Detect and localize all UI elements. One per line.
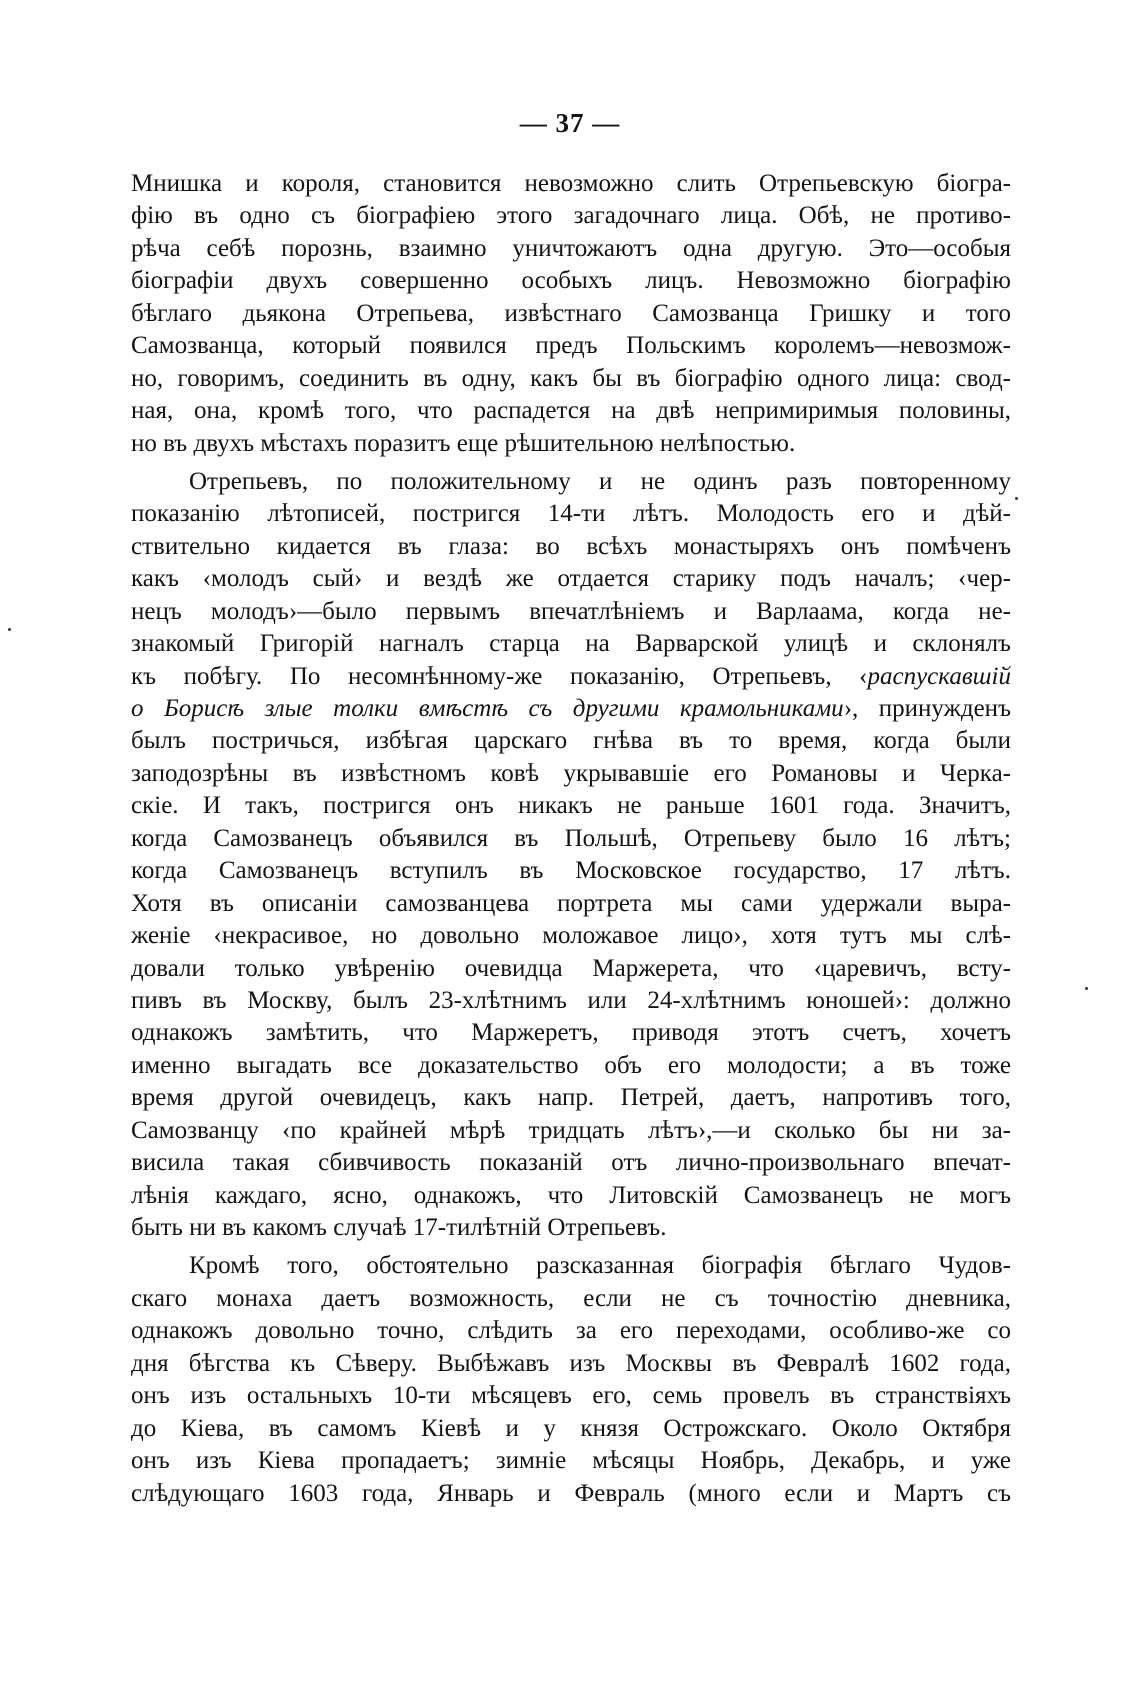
text-line: когда Самозванецъ вступилъ въ Московское государство, 17 лѣтъ. [131, 857, 1011, 885]
text-line: однакожъ довольно точно, слѣдить за его переходами, особливо-же со [131, 1317, 1011, 1345]
text-line: онъ изъ Кіева пропадаетъ; зимніе мѣсяцы Ноябрь, Декабрь, и уже [131, 1447, 1011, 1475]
text-line: Кромѣ того, обстоятельно разсказанная біографія бѣглаго Чудов- [189, 1252, 1011, 1280]
text-line: нецъ молодъ›—было первымъ впечатлѣніемъ и Варлаама, когда не- [131, 597, 1011, 625]
text-line: слѣдующаго 1603 года, Январь и Февраль (много если и Мартъ съ [131, 1479, 1011, 1507]
text-line: висила такая сбивчивость показаній отъ лично-произвольнаго впечат- [131, 1149, 1011, 1177]
text-line: скаго монаха даетъ возможность, если не съ точностію дневника, [131, 1284, 1011, 1312]
text-line: рѣча себѣ порознь, взаимно уничтожаютъ одна другую. Это—особыя [131, 234, 1011, 262]
text-line: но, говоримъ, соединить въ одну, какъ бы въ біографію одного лица: свод- [131, 364, 1011, 392]
text-line: онъ изъ остальныхъ 10-ти мѣсяцевъ его, семь провелъ въ странствіяхъ [131, 1382, 1011, 1410]
text-line: бѣглаго дьякона Отрепьева, извѣстнаго Самозванца Гришку и того [131, 299, 1011, 327]
text-line: біографіи двухъ совершенно особыхъ лицъ. Невозможно біографію [131, 267, 1011, 295]
print-speck [1015, 497, 1018, 500]
text-line: ная, она, кромѣ того, что распадется на двѣ непримиримыя половины, [131, 397, 1011, 425]
body-text [131, 168, 1011, 1510]
text-line: фію въ одно съ біографіею этого загадочнаго лица. Обѣ, не противо- [131, 202, 1011, 230]
text-line: Отрепьевъ, по положительному и не одинъ разъ повторенному [189, 467, 1011, 495]
text-line: лѣнія каждаго, ясно, однакожъ, что Литовскій Самозванецъ не могъ [131, 1181, 1011, 1209]
text-line: когда Самозванецъ объявился въ Польшѣ, Отрепьеву было 16 лѣтъ; [131, 824, 1011, 852]
text-line: однакожъ замѣтить, что Маржеретъ, приводя этотъ счетъ, хочетъ [131, 1019, 1011, 1047]
text-line: скіе. И такъ, постригся онъ никакъ не раньше 1601 года. Значитъ, [131, 792, 1011, 820]
text-line: какъ ‹молодъ сый› и вездѣ же отдается старику подъ началъ; ‹чер- [131, 565, 1011, 593]
text-line: Самозванцу ‹по крайней мѣрѣ тридцать лѣтъ›,—и сколько бы ни за- [131, 1116, 1011, 1144]
text-line: дня бѣгства къ Сѣверу. Выбѣжавъ изъ Москвы въ Февралѣ 1602 года, [131, 1349, 1011, 1377]
text-line: Самозванца, который появился предъ Польскимъ королемъ—невозмож- [131, 332, 1011, 360]
paragraph-3 [131, 1250, 1011, 1510]
page-number: — 37 — [519, 108, 621, 138]
text-line: быть ни въ какомъ случаѣ 17-тилѣтній Отрепьевъ. [131, 1214, 667, 1241]
text-line: время другой очевидецъ, какъ напр. Петрей, даетъ, напротивъ того, [131, 1084, 1011, 1112]
paragraph-2 [131, 466, 1011, 1245]
text-line: довали только увѣренію очевидца Маржерета, что ‹царевичъ, всту- [131, 954, 1011, 982]
text-line: до Кіева, въ самомъ Кіевѣ и у князя Острожскаго. Около Октября [131, 1414, 1011, 1442]
text-line: пивъ въ Москву, былъ 23-хлѣтнимъ или 24-хлѣтнимъ юношей›: должно [131, 986, 1011, 1014]
text-line: но въ двухъ мѣстахъ поразитъ еще рѣшительною нелѣпостью. [131, 429, 796, 457]
text-line: заподозрѣны въ извѣстномъ ковѣ укрывавшіе его Романовы и Черка- [131, 759, 1011, 787]
text-line: показанію лѣтописей, постригся 14-ти лѣтъ. Молодость его и дѣй- [131, 500, 1011, 528]
print-speck [8, 628, 11, 631]
text-line: о Борисѣ злые толки вмѣстѣ съ другими крамольниками›, принужденъ [131, 695, 1011, 722]
text-line: Мнишка и короля, становится невозможно слить Отрепьевскую біогра- [131, 170, 1011, 197]
text-line: именно выгадать все доказательство объ его молодости; а въ тоже [131, 1051, 1011, 1079]
text-line: знакомый Григорій нагналъ старца на Варварской улицѣ и склонялъ [131, 630, 1011, 658]
paragraph-1 [131, 168, 1011, 460]
text-line: къ побѣгу. По несомнѣнному-же показанію, Отрепьевъ, ‹распускавшій [131, 662, 1011, 690]
text-line: женіе ‹некрасивое, но довольно моложавое лицо›, хотя тутъ мы слѣ- [131, 922, 1011, 950]
print-speck [1085, 987, 1088, 990]
text-line: ствительно кидается въ глаза: во всѣхъ монастыряхъ онъ помѣченъ [131, 532, 1011, 560]
text-line: былъ постричься, избѣгая царскаго гнѣва въ то время, когда были [131, 727, 1011, 755]
text-line: Хотя въ описаніи самозванцева портрета мы сами удержали выра- [131, 889, 1011, 917]
